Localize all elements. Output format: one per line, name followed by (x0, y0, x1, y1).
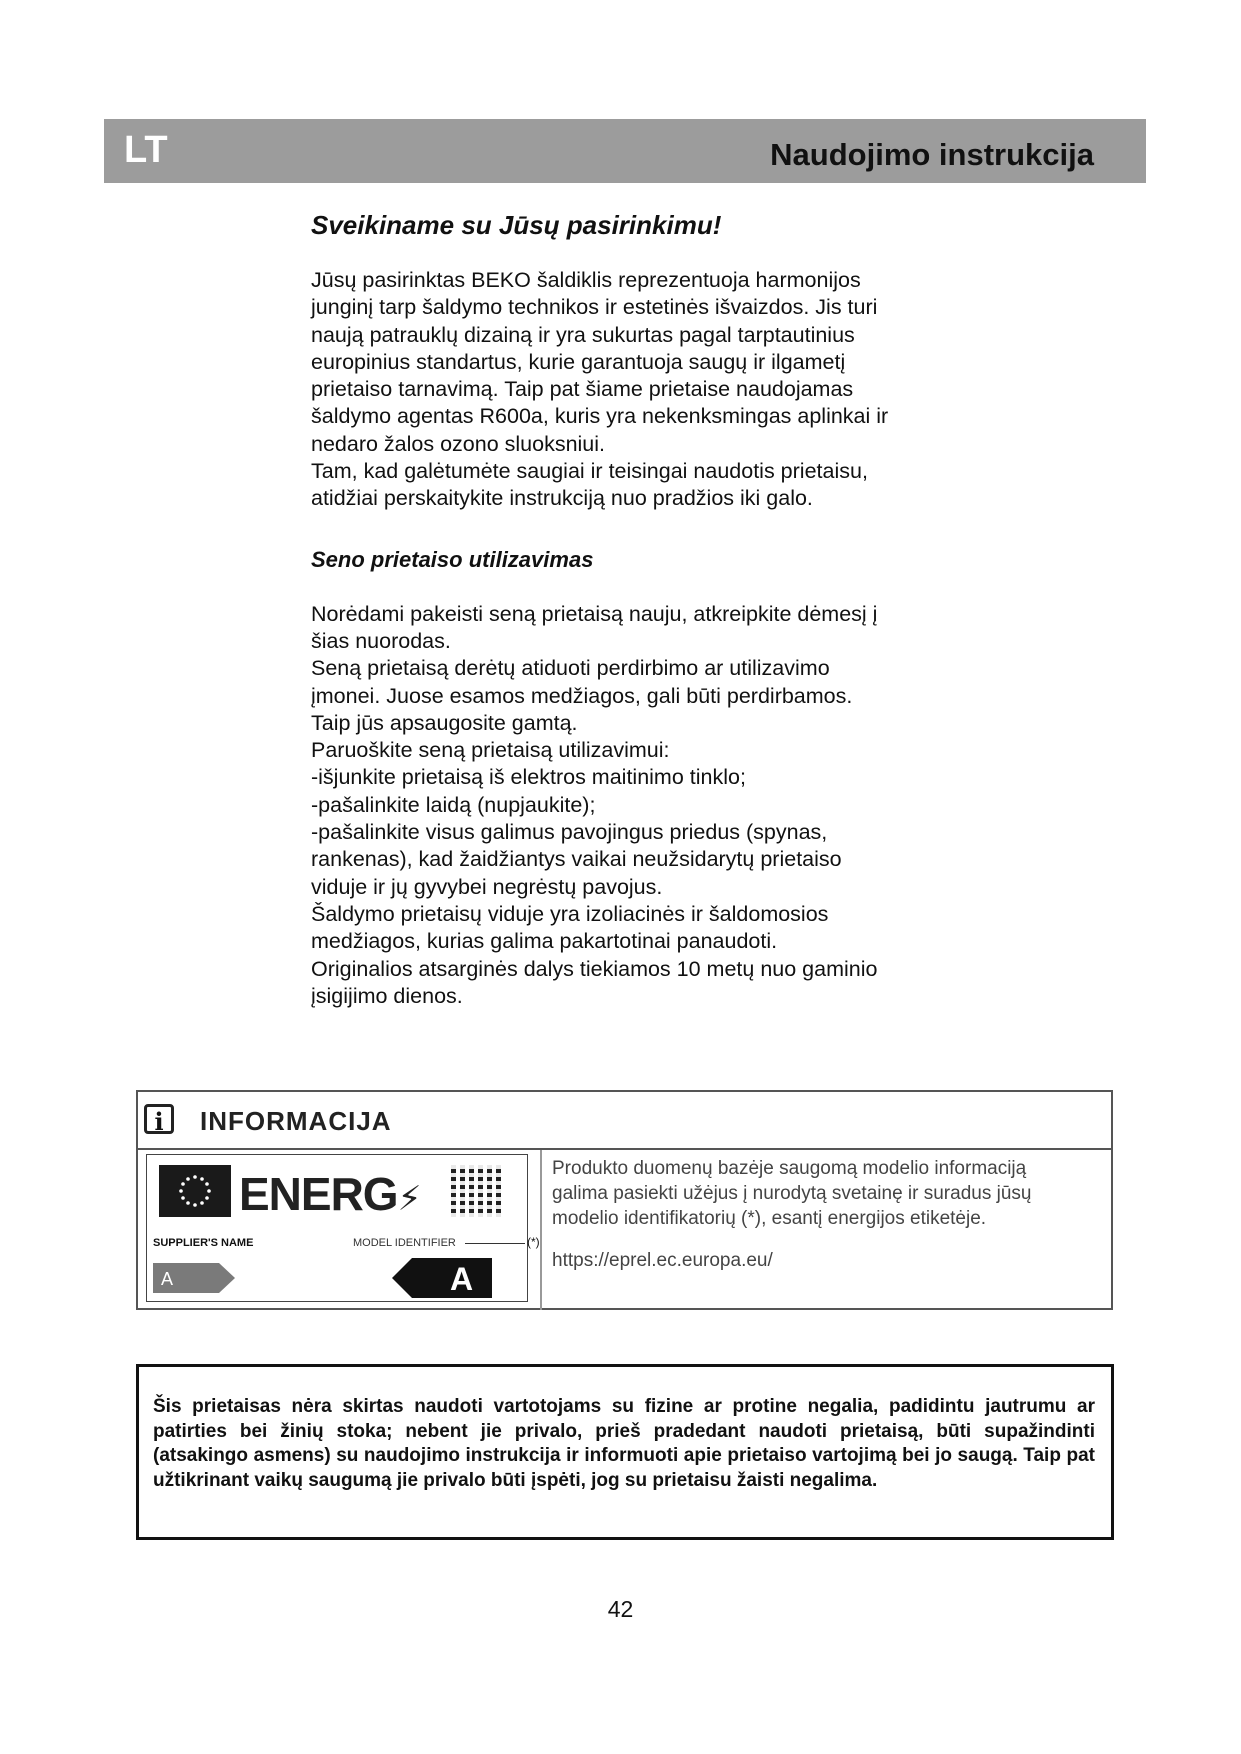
intro-line: prietaiso tarnavimą. Taip pat šiame prietaise naudojamas (311, 377, 854, 402)
model-identifier-label: MODEL IDENTIFIER (353, 1237, 456, 1249)
intro-line: nedaro žalos ozono sluoksniui. (311, 431, 606, 456)
disposal-line: Seną prietaisą derėtų atiduoti perdirbimo ar utilizavimo (311, 656, 830, 681)
energy-word: ENERG⚡ (239, 1168, 421, 1220)
disposal-line: Taip jūs apsaugosite gamtą. (311, 710, 578, 735)
energy-class-arrow-left (153, 1263, 235, 1293)
information-header (138, 1092, 1111, 1150)
disposal-heading: Seno prietaiso utilizavimas (311, 546, 594, 572)
disposal-line: įmonei. Juose esamos medžiagos, gali būti perdirbamos. (311, 683, 853, 708)
language-code: LT (124, 129, 168, 171)
info-icon: i (144, 1104, 174, 1134)
page-number: 42 (607, 1596, 634, 1622)
intro-line: Jūsų pasirinktas BEKO šaldiklis reprezentuoja harmonijos (311, 268, 861, 292)
supplier-name-label: SUPPLIER'S NAME (153, 1237, 254, 1249)
arrow-line (465, 1243, 525, 1244)
page-header (104, 119, 1146, 183)
disposal-line: -išjunkite prietaisą iš elektros maitinimo tinklo; (311, 765, 746, 790)
disposal-paragraph (311, 601, 956, 1010)
disposal-line: medžiagos, kurias galima pakartotinai panaudoti. (311, 929, 778, 954)
energy-class-right-text: A (450, 1261, 474, 1297)
disposal-line: šias nuorodas. (311, 628, 451, 653)
disposal-line: Paruoškite seną prietaisą utilizavimui: (311, 738, 670, 763)
qr-code-icon (451, 1165, 501, 1217)
divider (540, 1150, 542, 1310)
disposal-line: rankenas), kad žaidžiantys vaikai neužsidarytų prietaiso (311, 847, 842, 872)
information-box (136, 1090, 1113, 1310)
welcome-heading: Sveikiname su Jūsų pasirinkimu! (311, 210, 722, 240)
intro-paragraph (311, 267, 956, 513)
intro-line: naują patrauklų dizainą ir yra sukurtas pagal tarptautinius (311, 322, 855, 347)
disposal-line: Originalios atsarginės dalys tiekiamos 10 metų nuo gaminio (311, 956, 878, 981)
intro-line: Tam, kad galėtumėte saugiai ir teisingai naudotis prietaisu, (311, 459, 868, 484)
disposal-line: įsigijimo dienos. (311, 983, 463, 1008)
intro-line: atidžiai perskaitykite instrukciją nuo pradžios iki galo. (311, 486, 813, 511)
disposal-line: -pašalinkite visus galimus pavojingus priedus (spynas, (311, 820, 828, 845)
energy-class-arrow-right (392, 1258, 492, 1298)
eu-flag-icon (159, 1165, 231, 1217)
intro-line: šaldymo agentas R600a, kuris yra nekenksmingas aplinkai ir (311, 404, 889, 429)
intro-line: europinius standartus, kurie garantuoja saugų ir ilgametį (311, 349, 846, 374)
disposal-line: -pašalinkite laidą (nupjaukite); (311, 792, 596, 817)
asterisk-note: (*) (527, 1235, 540, 1249)
information-text: Produkto duomenų bazėje saugomą modelio informaciją galima pasiekti užėjus į nurodytą svetainę ir suradus jūsų modelio identifikatorių (*), esantį energijos etiketėje. (552, 1158, 1032, 1229)
intro-line: junginį tarp šaldymo technikos ir estetinės išvaizdos. Jis turi (311, 295, 878, 320)
energy-label (146, 1154, 540, 1302)
disposal-line: viduje ir jų gyvybei negrėstų pavojus. (311, 874, 663, 899)
safety-notice-text: Šis prietaisas nėra skirtas naudoti vartotojams su fizine ar protine negalia, padidintu jautrumu ar patirties bei žinių stoka; nebent jie privalo, prieš pradedant naudoti prietaisą, būti supažindinti (atsakingo asmens) su naudojimo instrukcija ir informuoti apie prietaiso vartojimą bei jo saugą. Taip pat užtikrinant vaikų saugumą jie privalo būti įspėti, jog su prietaisu žaisti negalima. (153, 1396, 1095, 1492)
disposal-line: Šaldymo prietaisų viduje yra izoliacinės ir šaldomosios (311, 901, 829, 926)
disposal-line: Norėdami pakeisti seną prietaisą nauju, atkreipkite dėmesį į (311, 601, 878, 626)
energy-class-left-text: A (161, 1269, 174, 1289)
document-title: Naudojimo instrukcija (770, 137, 1094, 172)
eprel-url[interactable]: https://eprel.ec.europa.eu/ (552, 1250, 773, 1271)
main-content (311, 210, 956, 1010)
energy-label-header (159, 1165, 459, 1220)
safety-notice-box (136, 1364, 1114, 1540)
information-title: INFORMACIJA (200, 1106, 392, 1136)
